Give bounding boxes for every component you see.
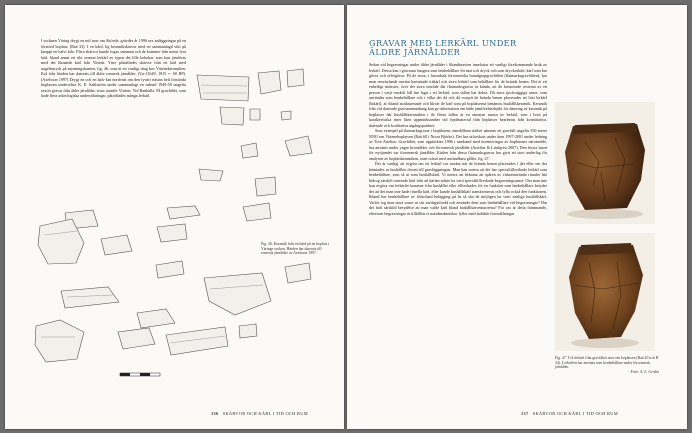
right-page-footer [521, 411, 618, 416]
right-paragraph-3: Det är vanligt att avgöra om ett lerkärl var använt när de brända benen placerades i det eller om det hämtades ur hushållen försett till gravläggningen. Man kan notera att det har specialtillverkade lerkärl som benbehållare, som så ut som hushållskärl. Vi notera att bekanta att spåren av vidareanvända ritualer här bidrog särskilt ornerade kärl från att kärlen måste ha varit specialtillverkade begravningsurnor. Om man inte kan avgöra om lerkärlet kommer från hushållet eller tillverkades för en funktion som benbehållare betyder det att det man inte hade rituella kärl, eller kunde hushållskärl transformeras och fylla också den funktionen. Ibland har benbehållare av förkolnad belägging på fn så ska de möjligen ha varit vanliga hushållskärl. Varför tog man stora urnor ur sitt vardagsförråd och använde dem som benbehållare vid begravningar? Har det haft särskild betydelse att man valde kärl bland hushållsinventarierna? För oss är detta främmande, eftersom begravningar är tillfällen vi nutidsmänniskor fyller med laddade föreställningar. [369, 161, 547, 216]
sherd-drawing [287, 69, 304, 87]
sherd-drawing [250, 109, 260, 120]
left-paragraph-1: I socknen Väring drygt en mil norr om Skövde, grävdes år 1996 sex anläggningar på en förstörd boplats, (Raä 33). I en hård, lig keramikskärvor med en sammanlagd vikt på knappt ett halvt kilo. Flera skärvor kunde fogas samman och de kommer från minst fyra kärl, bland annat ett rikt ornerat lerkärl av typen det lille kokekar, som kan jämföras med det liknande kärl från Vittene. Yttre påträffades skärvor från ett kärl med nagelintryck på mynningskanten, fig. 46, som är ett vanligt drag hos Vittenekeramiken. Kol från härden har daterats till äldre romersk järnålder, (Ua-11649, 1815 +- 60 BP). (Axelsson 1997) Drygt en och en halv km nordväst om den tyvärr nästan helt förstörda boplatsen undersökte K. E. Sahlström under sammanlagt en månad 1949-50 ungefär sextio gravar från äldre järnålder, strax utanför Vittene. Vid Bankälla. På gravfältet, som hade flera arkeologiska undersökningar, påträffades många lerkärl. [41, 38, 186, 98]
right-paragraph-2: Som exempel på flatmarksgravar i boplatsens omedelbara närhet nämnes ett gravfält ungefär 350 meter NNO om Vitteneboplatsen (Raä 60 i Norra Björke). Det har utforskats under åren 1997-2001 under ledning av Tore Artelius. Gravfältet, som upptäcktes 1996 i samband med inventeringar av boplatsens närområde, har använts under yngre bronsålder och förromersk järnålder (Artelius & Lindqvist 2007). Den första fasen för nyttjandet var förromersk järnålder. Kärlen från dessa flatmarksgravar har givit ett stort underlag för analysen av boplatskeramiken, men också med användbara gåller, fig. 47. [369, 128, 547, 161]
sherd-drawing [204, 273, 271, 315]
photo-pot-lower [555, 233, 655, 351]
sherd-drawing [258, 71, 281, 94]
figure-47-caption-text: Fig. 47. Två lerkärl från gravfältet norr om boplatsen (Raä 20 och R 34). Lerkärlen har använts som benbehållare under förromersk järnålder. [555, 356, 659, 370]
left-page-footer [211, 411, 308, 416]
right-page [347, 5, 687, 429]
sherd-drawing [156, 261, 184, 278]
sherd-drawing [61, 287, 119, 308]
sherd-drawing [118, 328, 155, 349]
sherd-drawing [241, 143, 258, 158]
sherd-drawing [285, 263, 311, 283]
chapter-heading [369, 39, 569, 57]
sherd-drawing [101, 235, 132, 255]
running-head-left: SKÄRVOR OCH KÄRL I TID OCH RUM [222, 411, 308, 416]
right-paragraph-1: Sedan vid begravningar under äldre järnålder i Skandinavien innefattar ett vanligt förekommande bruk av lerkärl. Dessa kan i gravarna fungera som benbehållare för mat och dryck och som dryckeskärl, kärl som bar gåvor och offergåvor. På de stora, i huvudsak förromerska brandgropgravfälten (flatmarksgravfälten), har man omväxlande använt hartstäade träkärl och stora lerkärl som behållare för de brända benen. Det är ett enhetligt mönster, över det stora område där flatmarksgravar är kända, att de kremerade resterna av en person i varje enskilt fall har lagts i ett lerkärl, som sällan har dekor. Då stora tjockväggiga urnor, som användes som benbehållare och i vilka det då och då svaspit de brända benen placerades ett litet lerkärl (bikärl), är ibland strukturmade och likvär de kärl som på boplatserna benämns hushållskeramik. Keramik från vid daterade gravsammanhang kan ge information om både jämförelseobjekt för datering av keramik på boplatser där hushållskeramiken i de flesta fallen är en anonym massa av lerkärl, som i brist på karakteristika riner liten uppmärksamhet vid fyndmaterial från boplatser bearbetas från kvantitativa, daterade och kvalitativa utgångspunkter. [369, 62, 547, 128]
sherd-drawing [255, 177, 276, 196]
sherd-drawing [285, 136, 312, 156]
sherd-drawing [137, 309, 175, 328]
page-number-137: 137 [521, 411, 529, 416]
figure-47-caption [555, 356, 659, 374]
sherd-drawing [220, 107, 244, 125]
right-body-text [369, 62, 547, 216]
sherd-drawing [167, 206, 200, 219]
heading-line-1: GRAVAR MED LERKÄRL UNDER [369, 38, 517, 48]
photo-pot-upper [555, 102, 655, 224]
sherd-drawing [239, 324, 257, 338]
heading-line-2: ÄLDRE JÄRNÅLDER [369, 47, 461, 57]
sherd-drawing [166, 327, 228, 355]
figure-46-caption: Fig. 46. Keramik från en härd på en boplats i Väringe socken. Härden har daterats till romersk järnålder av Axelsson 1997. [261, 242, 330, 256]
pottery-sherd-drawings [5, 5, 344, 429]
photo-credit: Foto: A.-L. Gerdin [630, 369, 659, 374]
sherd-drawing [157, 224, 187, 242]
running-head-right: SKÄRVOR OCH KÄRL I TID OCH RUM [532, 411, 618, 416]
page-number-136: 136 [211, 411, 219, 416]
sherd-drawing [197, 75, 249, 101]
scale-bar [120, 373, 160, 376]
sherd-drawing [243, 203, 271, 221]
sherd-drawing [199, 169, 223, 181]
sherd-drawing [35, 320, 84, 362]
sherd-drawing [281, 111, 291, 120]
left-page [5, 5, 344, 429]
